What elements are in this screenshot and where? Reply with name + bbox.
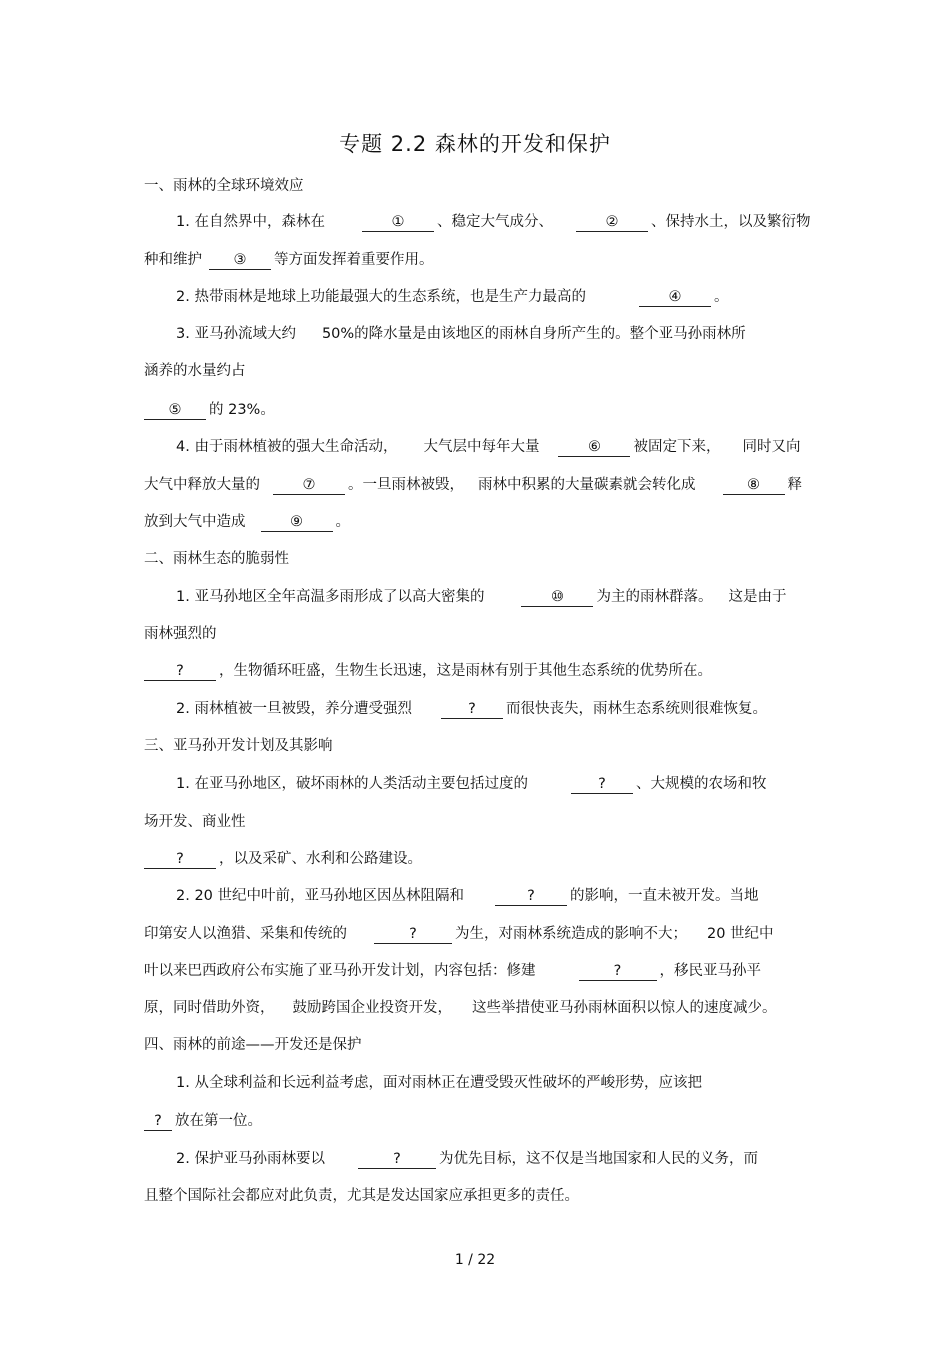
question-5-line-3: ? ，生物循环旺盛，生物生长迅速，这是雨林有别于其他生态系统的优势所在。	[144, 661, 712, 681]
answer-blank-15[interactable]: ?	[495, 887, 567, 906]
page-number: 1 / 22	[454, 1252, 496, 1268]
question-5-line-1: 1. 亚马孙地区全年高温多雨形成了以高大密集的 ⑩ 为主的雨林群落。 这是由于	[176, 589, 787, 605]
question-1-line-1: 1. 在自然界中，森林在 ① 、稳定大气成分、 ② 、保持水土，以及繁衍物	[176, 214, 811, 230]
question-7-line-3: ? ，以及采矿、水利和公路建设。	[144, 849, 422, 869]
answer-blank-19[interactable]: ?	[358, 1150, 436, 1169]
question-6: 2. 雨林植被一旦被毁，养分遭受强烈 ? 而很快丧失，雨林生态系统则很难恢复。	[176, 701, 767, 717]
answer-blank-2[interactable]: ②	[576, 213, 648, 232]
question-5-line-2: 雨林强烈的	[144, 626, 217, 642]
answer-blank-16[interactable]: ?	[374, 925, 452, 944]
section-heading-2: 二、雨林生态的脆弱性	[144, 551, 289, 567]
answer-blank-7[interactable]: ⑦	[273, 476, 345, 495]
answer-blank-12[interactable]: ?	[441, 700, 503, 719]
answer-blank-14[interactable]: ?	[144, 850, 216, 869]
answer-blank-11[interactable]: ?	[144, 662, 216, 681]
answer-blank-8[interactable]: ⑧	[723, 476, 785, 495]
question-7-line-2: 场开发、商业性	[144, 814, 246, 830]
answer-blank-4[interactable]: ④	[639, 288, 711, 307]
answer-blank-10[interactable]: ⑩	[521, 588, 593, 607]
question-8-line-1: 2. 20 世纪中叶前，亚马孙地区因丛林阻隔和 ? 的影响，一直未被开发。当地	[176, 888, 759, 904]
question-3-line-2: 涵养的水量约占	[144, 363, 246, 379]
answer-blank-17[interactable]: ?	[579, 962, 657, 981]
section-heading-1: 一、雨林的全球环境效应	[144, 178, 304, 194]
question-4-line-1: 4. 由于雨林植被的强大生命活动， 大气层中每年大量 ⑥ 被固定下来， 同时又向	[176, 439, 801, 455]
question-2: 2. 热带雨林是地球上功能最强大的生态系统，也是生产力最高的 ④ 。	[176, 289, 729, 305]
question-8-line-2: 印第安人以渔猎、采集和传统的 ? 为生，对雨林系统造成的影响不大； 20 世纪中	[144, 926, 774, 942]
question-8-line-4: 原，同时借助外资， 鼓励跨国企业投资开发， 这些举措使亚马孙雨林面积以惊人的速度减少。	[144, 1000, 777, 1016]
question-8-line-3: 叶以来巴西政府公布实施了亚马孙开发计划，内容包括：修建 ? ，移民亚马孙平	[144, 963, 761, 979]
question-1-line-2: 种和维护 ③ 等方面发挥着重要作用。	[144, 252, 434, 268]
question-4-line-3: 放到大气中造成 ⑨ 。	[144, 514, 350, 530]
answer-blank-13[interactable]: ?	[571, 775, 633, 794]
question-10-line-1: 2. 保护亚马孙雨林要以 ? 为优先目标，这不仅是当地国家和人民的义务，而	[176, 1151, 758, 1167]
section-heading-3: 三、亚马孙开发计划及其影响	[144, 738, 333, 754]
question-9-line-2: ? 放在第一位。	[144, 1111, 262, 1131]
answer-blank-6[interactable]: ⑥	[558, 438, 630, 457]
question-4-line-2: 大气中释放大量的 ⑦ 。一旦雨林被毁， 雨林中积累的大量碳素就会转化成 ⑧ 释	[144, 477, 802, 493]
answer-blank-3[interactable]: ③	[209, 251, 271, 270]
answer-blank-18[interactable]: ?	[144, 1112, 172, 1131]
question-10-line-2: 且整个国际社会都应对此负责，尤其是发达国家应承担更多的责任。	[144, 1188, 579, 1204]
answer-blank-1[interactable]: ①	[362, 213, 434, 232]
question-7-line-1: 1. 在亚马孙地区，破坏雨林的人类活动主要包括过度的 ? 、大规模的农场和牧	[176, 776, 767, 792]
question-9-line-1: 1. 从全球利益和长远利益考虑，面对雨林正在遭受毁灭性破坏的严峻形势，应该把	[176, 1075, 702, 1091]
answer-blank-5[interactable]: ⑤	[144, 401, 206, 420]
question-3-line-3: ⑤ 的 23%。	[144, 400, 275, 420]
question-3-line-1: 3. 亚马孙流域大约 50%的降水量是由该地区的雨林自身所产生的。整个亚马孙雨林所	[176, 326, 746, 342]
answer-blank-9[interactable]: ⑨	[261, 513, 333, 532]
section-heading-4: 四、雨林的前途——开发还是保护	[144, 1037, 362, 1053]
page-title: 专题 2.2 森林的开发和保护	[339, 132, 611, 156]
